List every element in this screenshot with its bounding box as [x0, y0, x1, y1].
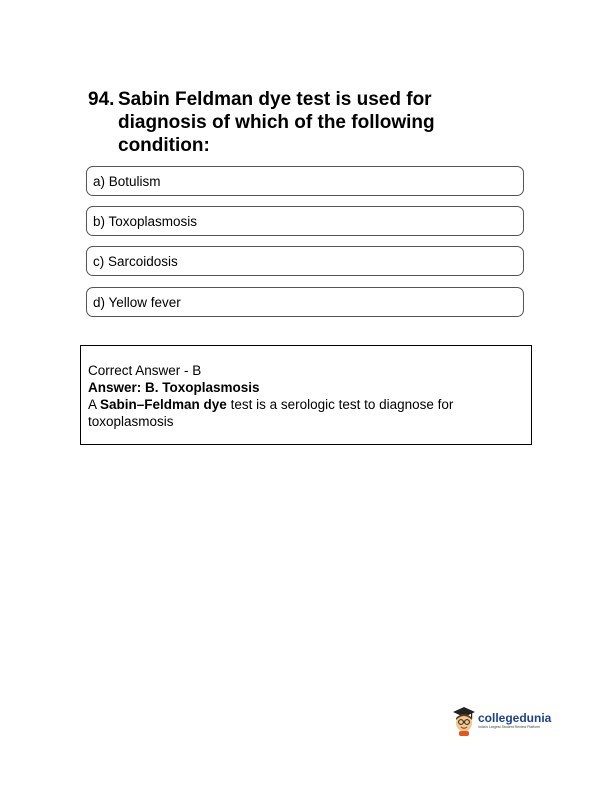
option-d-label: d) Yellow fever — [93, 295, 181, 310]
question-text: Sabin Feldman dye test is used for diagnosis of which of the following condition: — [118, 89, 435, 156]
student-mascot-icon — [452, 706, 476, 736]
option-b-label: b) Toxoplasmosis — [93, 214, 198, 229]
option-d[interactable] — [86, 287, 524, 317]
option-b[interactable] — [86, 206, 524, 236]
explanation-prefix: A — [88, 397, 101, 412]
logo-text — [478, 712, 551, 730]
answer-box — [80, 345, 532, 445]
collegedunia-logo — [452, 703, 551, 739]
logo-name: collegedunia — [478, 711, 552, 725]
option-c-label: c) Sarcoidosis — [93, 254, 178, 269]
question-number: 94. — [88, 89, 115, 110]
option-c[interactable] — [86, 246, 524, 276]
question — [88, 88, 488, 157]
correct-answer-line: Correct Answer - B — [88, 363, 202, 378]
explanation — [88, 396, 524, 430]
answer-line: Answer: B. Toxoplasmosis — [88, 380, 260, 395]
explanation-bold: Sabin–Feldman dye — [100, 397, 227, 412]
logo-tagline: India's Largest Student Review Platform — [478, 725, 541, 729]
explanation-rest: test is a serologic test to diagnose for toxoplasmosis — [88, 397, 454, 429]
option-a[interactable] — [86, 166, 524, 196]
option-a-label: a) Botulism — [93, 174, 161, 189]
